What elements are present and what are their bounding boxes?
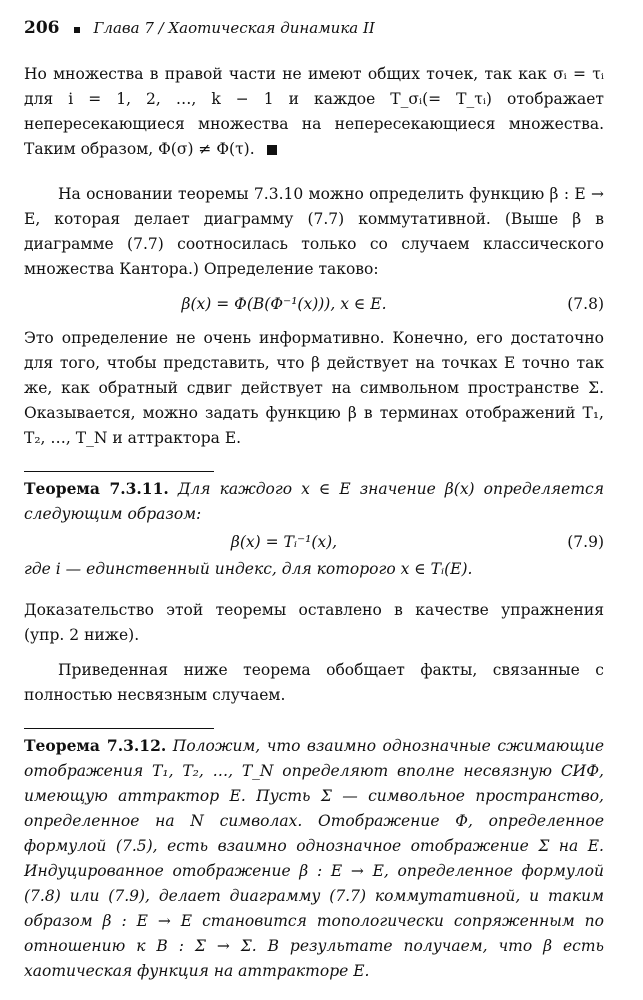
theorem-7-3-11-label: Теорема 7.3.11. [24,479,169,498]
book-page [24,18,604,984]
paragraph-5: Приведенная ниже теорема обобщает факты, связанные с полностью несвязным случаем. [24,661,604,704]
equation-7-8-formula: β(x) = Φ(B(Φ⁻¹(x))), x ∈ E. [181,295,387,313]
equation-7-9-formula: β(x) = Tᵢ⁻¹(x), [230,533,338,551]
running-header [24,18,604,48]
paragraph-3: Это определение не очень информативно. Конечно, его достаточно для того, чтобы представить, что β действует на точках E точно так же, как обратный сдвиг действует на символьном пространстве Σ. Оказывается, можно задать функцию β в терминах отображений T₁, T₂, …, T_N и аттрактора E. [24,329,604,447]
equation-7-9-number: (7.9) [567,533,604,551]
theorem-7-3-12-statement: Положим, что взаимно однозначные сжимающие отображения T₁, T₂, …, T_N определяют вполне несвязную СИФ, имеющую аттрактор E. Пусть Σ — символьное пространство, определенное на N символах. Отображение Φ, определенное формулой (7.5), есть взаимно однозначное отображение Σ на E. Индуцированное отображение β : E → E, определенное формулой (7.8) или (7.9), делает диаграмму (7.7) коммутативной, и таким образом β : E → E становится топологически сопряженным по отношению к B : Σ → Σ. В результате получаем, что β есть хаотическая функция на аттракторе E. [24,737,605,980]
qed-square-icon [267,145,277,155]
chapter-title: Глава 7 / Хаотическая динамика II [93,19,375,37]
page-number: 206 [24,18,60,38]
theorem-7-3-11-tail: где i — единственный индекс, для которого x ∈ Tᵢ(E). [24,560,473,578]
paragraph-2: На основании теоремы 7.3.10 можно определить функцию β : E → E, которая делает диаграмму (7.7) коммутативной. (Выше β в диаграмме (7.7) соотносилась только со случаем классического множества Кантора.) Определение таково: [24,185,604,278]
theorem-7-3-12 [24,733,604,984]
equation-7-8-number: (7.8) [567,295,604,313]
theorem-7-3-12-label: Теорема 7.3.12. [24,736,167,755]
paragraph-4: Доказательство этой теоремы оставлено в качестве упражнения (упр. 2 ниже). [24,601,604,644]
header-square-icon [74,27,80,33]
theorem-7-3-11 [24,476,604,527]
equation-7-8 [24,282,604,326]
equation-7-9 [24,527,604,557]
paragraph-1: Но множества в правой части не имеют общих точек, так как σᵢ = τᵢ для i = 1, 2, …, k − 1 и каждое T_σᵢ(= T_τᵢ) отображает непересекающиеся множества на непересекающиеся множества. Таким образом, Φ(σ) ≠ Φ(τ). [24,65,604,158]
theorem-7-3-11-statement: Для каждого x ∈ E значение β(x) определяется следующим образом: [24,480,604,523]
